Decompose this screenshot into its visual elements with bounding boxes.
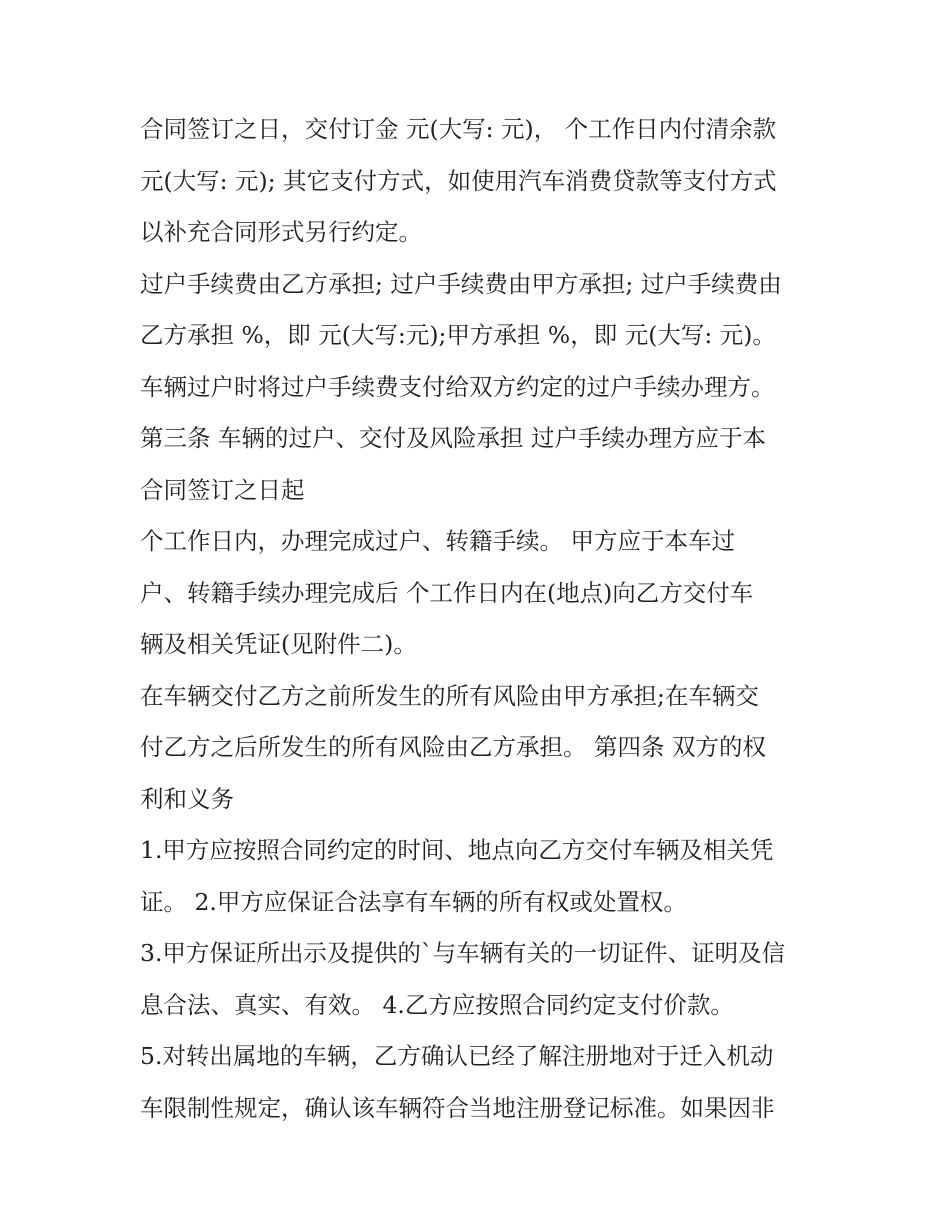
- text-line: 合同签订之日，交付订金 元(大写: 元)， 个工作日内付清余款: [140, 115, 777, 143]
- text-line: 车辆过户时将过户手续费支付给双方约定的过户手续办理方。: [140, 372, 775, 401]
- text-line: 第三条 车辆的过户、交付及风险承担 过户手续办理方应于本: [140, 424, 766, 452]
- text-line: 合同签订之日起: [140, 475, 305, 504]
- text-line: 5.对转出属地的车辆，乙方确认已经了解注册地对于迁入机动: [140, 1042, 774, 1070]
- text-line: 户、转籍手续办理完成后 个工作日内在(地点)向乙方交付车: [140, 578, 754, 607]
- text-line: 个工作日内，办理完成过户、转籍手续。 甲方应于本车过: [140, 527, 735, 555]
- text-line: 证。 2.甲方应保证合法享有车辆的所有权或处置权。: [140, 887, 687, 916]
- text-line: 辆及相关凭证(见附件二)。: [140, 630, 417, 658]
- text-line: 元(大写: 元); 其它支付方式，如使用汽车消费贷款等支付方式: [140, 166, 777, 195]
- text-line: 以补充合同形式另行约定。: [140, 218, 422, 246]
- text-line: 1.甲方应按照合同约定的时间、地点向乙方交付车辆及相关凭: [140, 836, 774, 864]
- text-line: 乙方承担 %，即 元(大写:元);甲方承担 %，即 元(大写: 元)。: [140, 321, 776, 349]
- text-line: 车限制性规定，确认该车辆符合当地注册登记标准。如果因非: [140, 1093, 775, 1122]
- document-body: [140, 104, 830, 1134]
- text-line: 过户手续费由乙方承担; 过户手续费由甲方承担; 过户手续费由: [140, 269, 782, 298]
- text-line: 利和义务: [140, 784, 234, 813]
- text-line: 息合法、真实、有效。 4.乙方应按照合同约定支付价款。: [140, 990, 734, 1019]
- text-line: 3.甲方保证所出示及提供的`与车辆有关的一切证件、证明及信: [140, 939, 786, 967]
- text-line: 在车辆交付乙方之前所发生的所有风险由甲方承担;在车辆交: [140, 681, 759, 710]
- text-line: 付乙方之后所发生的所有风险由乙方承担。 第四条 双方的权: [140, 733, 766, 761]
